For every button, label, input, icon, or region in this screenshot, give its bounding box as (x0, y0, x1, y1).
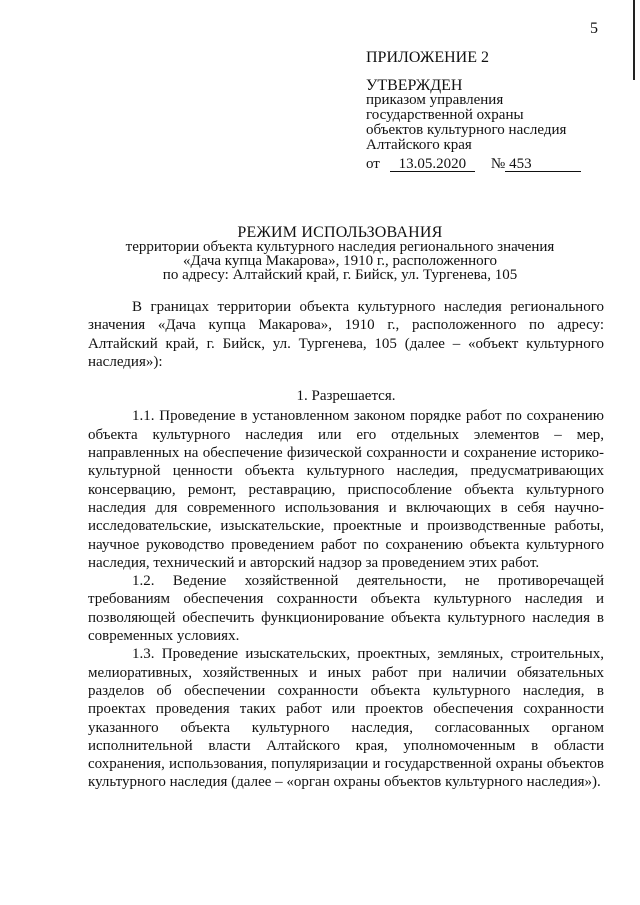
title-line: по адресу: Алтайский край, г. Бийск, ул. Тургенева, 105 (162, 267, 518, 283)
approval-line: Алтайского края (366, 137, 472, 153)
approval-block (366, 50, 616, 172)
approval-line: государственной охраны (366, 107, 524, 123)
page-number: 5 (590, 20, 598, 37)
approval-line: приказом управления (366, 92, 504, 108)
title-line: «Дача купца Макарова», 1910 г., расположенного (183, 253, 497, 269)
clause-1-1: 1.1. Проведение в установленном законом порядке работ по сохранению объекта культурного наследия или его отдельных элементов – мер, направленных на обеспечение физической сохранности и сохранение историко-культурной ценности объекта культурного наследия, предусматривающих консервацию, ремонт, реставрацию, приспособление объекта культурного наследия для современного использования и включающих в себя научно-исследовательские, изыскательские, проектные и производственные работы, научное руководство проведением работ по сохранению объекта культурного наследия, технический и авторский надзор за проведением этих работ. (88, 408, 604, 571)
order-date-number-row (366, 157, 616, 172)
document-title-block (100, 226, 580, 282)
number-prefix: № (490, 156, 506, 172)
clause-1-3: 1.3. Проведение изыскательских, проектных, земляных, строительных, мелиоративных, хозяйственных и иных работ при наличии обязательных разделов об обеспечении сохранности объекта культурного наследия, в проектах проведения таких работ или проектов обеспечения сохранности указанного объекта культурного наследия, согласованных органом исполнительной власти Алтайского края, уполномоченным в области сохранения, использования, популяризации и государственной охраны объектов культурного наследия (далее – «орган охраны объектов культурного наследия»). (88, 646, 604, 791)
clause-1-2: 1.2. Ведение хозяйственной деятельности, не противоречащей требованиям обеспечения сохранности объекта культурного наследия и позволяющей обеспечить функционирование объекта культурного наследия в современных условиях. (88, 573, 604, 645)
approved-heading: УТВЕРЖДЕН (366, 77, 463, 94)
page-edge-mark (633, 0, 635, 80)
order-number: 453 (505, 157, 581, 172)
document-title: РЕЖИМ ИСПОЛЬЗОВАНИЯ (237, 224, 443, 241)
section-heading: 1. Разрешается. (296, 388, 396, 405)
order-date: 13.05.2020 (390, 157, 475, 172)
document-body (88, 298, 604, 792)
appendix-title: ПРИЛОЖЕНИЕ 2 (366, 49, 490, 66)
date-prefix: от (366, 156, 380, 172)
title-line: территории объекта культурного наследия регионального значения (125, 239, 555, 255)
approval-line: объектов культурного наследия (366, 122, 567, 138)
intro-paragraph: В границах территории объекта культурного наследия регионального значения «Дача купца Макарова», 1910 г., расположенного по адресу: Алтайский край, г. Бийск, ул. Тургенева, 105 (далее – «объект культурного наследия»): (88, 299, 604, 370)
